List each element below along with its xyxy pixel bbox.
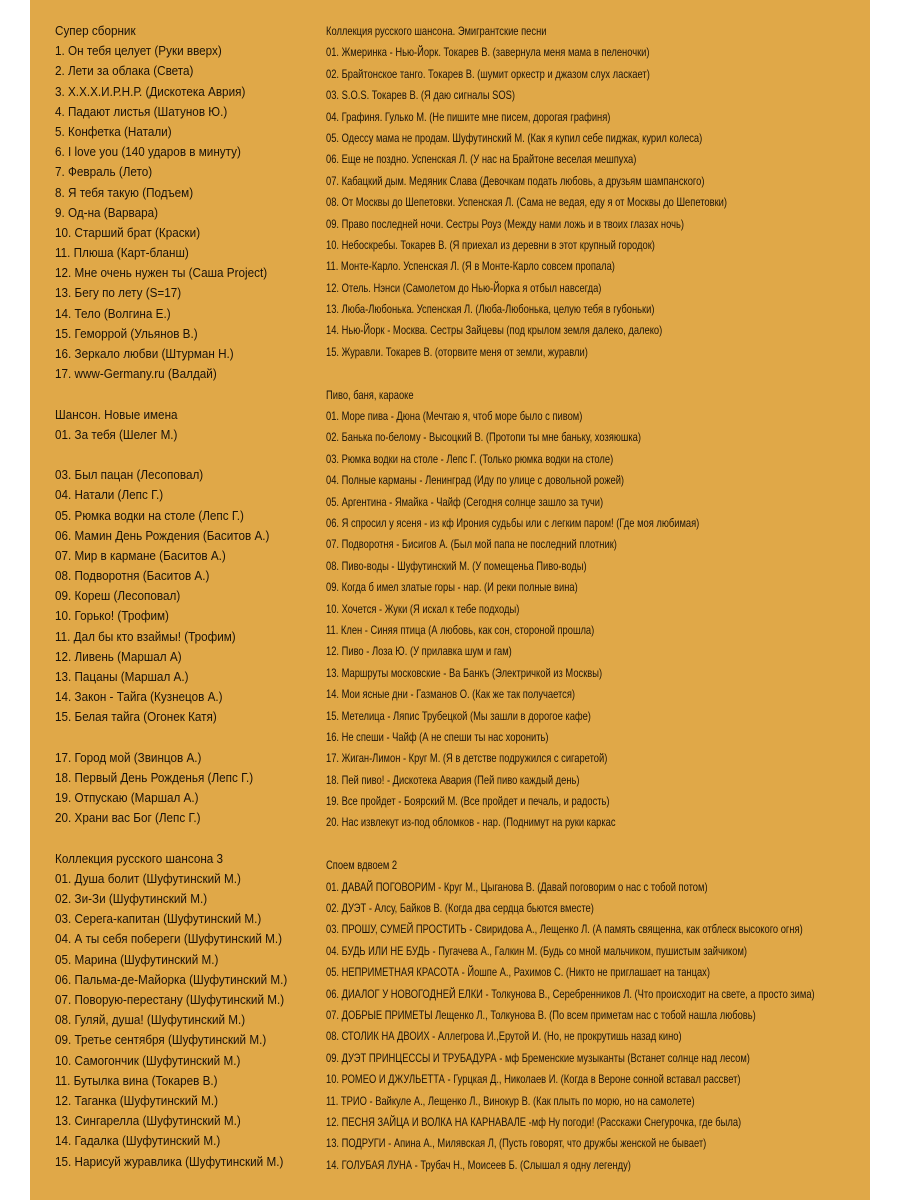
- track-item: 05. НЕПРИМЕТНАЯ КРАСОТА - Йошпе А., Рахимов С. (Никто не приглашает на танцах): [326, 965, 710, 980]
- track-item: 16. Зеркало любви (Штурман Н.): [55, 346, 234, 361]
- track-item: 2. Лети за облака (Света): [55, 63, 194, 79]
- track-item: 9. Од-на (Варвара): [55, 204, 159, 220]
- track-item: 1. Он тебя целует (Руки вверх): [55, 43, 222, 59]
- track-item: 01. ДАВАЙ ПОГОВОРИМ - Круг М., Цыганова В. (Давай поговорим о нас с тобой потом): [326, 879, 708, 894]
- track-item: 15. Метелица - Ляпис Трубецкой (Мы зашли в дорогое кафе): [326, 708, 591, 723]
- track-item: 06. Я спросил у ясеня - из кф Ирония судьбы или с легким паром! (Где моя любимая): [326, 515, 700, 530]
- section-gap: [55, 829, 320, 849]
- track-item: 19. Отпускаю (Маршал А.): [55, 790, 199, 806]
- section-gap: [326, 834, 856, 855]
- track-item: 18. Первый День Рожденья (Лепс Г.): [55, 769, 254, 785]
- track-item: 05. Марина (Шуфутинский М.): [55, 951, 219, 967]
- album-title: Супер сборник: [55, 23, 136, 38]
- track-item: 09. ДУЭТ ПРИНЦЕССЫ И ТРУБАДУРА - мф Бременские музыканты (Встанет солнце над лесом): [326, 1050, 750, 1065]
- track-item: 09. Когда б имел златые горы - нар. (И реки полные вина): [326, 580, 578, 595]
- track-item: 03. Был пацан (Лесоповал): [55, 467, 204, 483]
- album-section: [55, 405, 320, 829]
- track-item: 13. Бегу по лету (S=17): [55, 285, 182, 301]
- track-item: 04. БУДЬ ИЛИ НЕ БУДЬ - Пугачева А., Галкин М. (Будь со мной мальчиком, пушистым зайчиком): [326, 943, 748, 958]
- track-item: 16. Не спеши - Чайф (А не спеши ты нас хоронить): [326, 729, 549, 744]
- album-title: Коллекция русского шансона. Эмигрантские песни: [326, 24, 547, 38]
- track-item: 15. Геморрой (Ульянов В.): [55, 325, 198, 341]
- track-item: 07. Подворотня - Бисигов А. (Был мой папа не последний плотник): [326, 537, 617, 552]
- track-item: 09. Право последней ночи. Сестры Роуз (Между нами ложь и в твоих глазах ночь): [326, 216, 684, 231]
- track-item: 11. Плюша (Карт-бланш): [55, 245, 189, 261]
- track-item: 18. Пей пиво! - Дискотека Авария (Пей пиво каждый день): [326, 772, 580, 787]
- track-item: 02. Брайтонское танго. Токарев В. (шумит оркестр и джазом слух ласкает): [326, 66, 650, 81]
- track-item: 13. Пацаны (Маршал А.): [55, 669, 189, 684]
- track-item: 20. Нас извлекут из-под обломков - нар. (Поднимут на руки каркас: [326, 815, 616, 830]
- track-item: [55, 728, 294, 748]
- track-item: 13. Сингарелла (Шуфутинский М.): [55, 1113, 241, 1129]
- track-item: 01. Жмеринка - Нью-Йорк. Токарев В. (завернула меня мама в пеленочки): [326, 45, 650, 60]
- track-item: 15. Журавли. Токарев В. (оторвите меня от земли, журавли): [326, 344, 588, 359]
- track-item: 10. Самогончик (Шуфутинский М.): [55, 1052, 241, 1068]
- track-item: 05. Рюмка водки на столе (Лепс Г.): [55, 507, 244, 523]
- album-title: Споем вдвоем 2: [326, 858, 398, 873]
- track-item: 06. Еще не поздно. Успенская Л. (У нас на Брайтоне веселая мешпуха): [326, 152, 637, 167]
- track-item: 14. Мои ясные дни - Газманов О. (Как же так получается): [326, 687, 576, 702]
- album-section: [326, 855, 856, 1176]
- track-item: 13. ПОДРУГИ - Апина А., Милявская Л, (Пусть говорят, что дружбы женской не бывает): [326, 1136, 707, 1151]
- track-item: 04. А ты себя побереги (Шуфутинский М.): [55, 931, 283, 947]
- track-item: 11. Монте-Карло. Успенская Л. (Я в Монте-Карло совсем пропала): [326, 259, 615, 274]
- track-item: 10. Горько! (Трофим): [55, 608, 169, 624]
- track-item: 07. Поворую-перестану (Шуфутинский М.): [55, 992, 285, 1007]
- left-column: [55, 21, 320, 1172]
- track-item: 17. Жиган-Лимон - Круг М. (Я в детстве подружился с сигаретой): [326, 751, 608, 766]
- track-item: 11. Дал бы кто взаймы! (Трофим): [55, 628, 236, 644]
- track-item: 13. Люба-Любонька. Успенская Л. (Люба-Любонька, целую тебя в губоньки): [326, 302, 655, 317]
- track-item: 6. I love you (140 ударов в минуту): [55, 144, 241, 160]
- track-item: 08. Гуляй, душа! (Шуфутинский М.): [55, 1012, 246, 1028]
- track-item: 3. Х.Х.Х.И.Р.Н.Р. (Дискотека Аврия): [55, 83, 246, 99]
- track-item: 10. Небоскребы. Токарев В. (Я приехал из деревни в этот крупный городок): [326, 237, 655, 252]
- track-item: 20. Храни вас Бог (Лепс Г.): [55, 810, 201, 826]
- track-item: 07. ДОБРЫЕ ПРИМЕТЫ Лещенко Л., Толкунова В. (По всем приметам нас с тобой нашла любовь): [326, 1007, 756, 1022]
- track-item: 12. Отель. Нэнси (Самолетом до Нью-Йорка я отбыл навсегда): [326, 280, 602, 295]
- track-item: 8. Я тебя такую (Подъем): [55, 184, 194, 200]
- track-item: 01. За тебя (Шелег М.): [55, 426, 178, 442]
- right-column: [326, 21, 856, 1176]
- album-section: [326, 385, 856, 834]
- track-item: 17. www-Germany.ru (Валдай): [55, 366, 217, 382]
- track-item: 09. Третье сентября (Шуфутинский М.): [55, 1032, 267, 1048]
- track-item: [55, 445, 294, 465]
- track-item: 05. Одессу мама не продам. Шуфутинский М. (Как я купил себе пиджак, курил колеса): [326, 130, 703, 145]
- album-section: [55, 849, 320, 1172]
- track-item: 02. Банька по-белому - Высоцкий В. (Протопи ты мне баньку, хозяюшка): [326, 430, 641, 445]
- track-item: 14. Закон - Тайга (Кузнецов А.): [55, 689, 223, 705]
- track-item: 01. Море пива - Дюна (Мечтаю я, чтоб море было с пивом): [326, 409, 583, 424]
- track-item: 06. Пальма-де-Майорка (Шуфутинский М.): [55, 971, 288, 987]
- track-item: 15. Белая тайга (Огонек Катя): [55, 709, 217, 725]
- track-item: 12. Таганка (Шуфутинский М.): [55, 1092, 218, 1108]
- track-item: 08. Подворотня (Баситов А.): [55, 568, 210, 584]
- track-item: 04. Графиня. Гулько М. (Не пишите мне писем, дорогая графиня): [326, 109, 611, 124]
- track-item: 19. Все пройдет - Боярский М. (Все пройдет и печаль, и радость): [326, 794, 610, 809]
- track-item: 14. Нью-Йорк - Москва. Сестры Зайцевы (под крылом земля далеко, далеко): [326, 323, 663, 338]
- track-item: 7. Февраль (Лето): [55, 164, 153, 180]
- album-title: Пиво, баня, караоке: [326, 387, 414, 402]
- track-item: 04. Полные карманы - Ленинград (Иду по улице с довольной рожей): [326, 473, 625, 488]
- track-item: 03. ПРОШУ, СУМЕЙ ПРОСТИТЬ - Свиридова А., Лещенко Л. (А память священна, как отблеск высокого огня): [326, 922, 803, 937]
- track-item: 4. Падают листья (Шатунов Ю.): [55, 103, 228, 119]
- track-item: 12. Ливень (Маршал А): [55, 648, 182, 664]
- track-item: 06. ДИАЛОГ У НОВОГОДНЕЙ ЕЛКИ - Толкунова В., Серебренников Л. (Что происходит на свете, а просто зима): [326, 986, 815, 1001]
- album-title: Коллекция русского шансона 3: [55, 850, 224, 866]
- track-item: 11. Клен - Синяя птица (А любовь, как сон, стороной прошла): [326, 622, 595, 637]
- track-item: 08. От Москвы до Шепетовки. Успенская Л. (Сама не ведая, еду я от Москвы до Шепетовки): [326, 195, 728, 210]
- album-section: [326, 21, 856, 363]
- track-list-sheet: [30, 0, 870, 1200]
- track-item: 15. Нарисуй журавлика (Шуфутинский М.): [55, 1153, 284, 1169]
- track-item: 08. СТОЛИК НА ДВОИХ - Аллегрова И.,Ерутой И. (Но, не прокрутишь назад кино): [326, 1029, 682, 1044]
- track-item: 5. Конфетка (Натали): [55, 123, 172, 139]
- track-item: 12. Мне очень нужен ты (Саша Project): [55, 265, 268, 281]
- track-item: 14. Гадалка (Шуфутинский М.): [55, 1133, 221, 1149]
- track-item: 03. Рюмка водки на столе - Лепс Г. (Только рюмка водки на столе): [326, 451, 614, 466]
- track-item: 03. S.O.S. Токарев В. (Я даю сигналы SOS): [326, 88, 516, 103]
- track-item: 07. Мир в кармане (Баситов А.): [55, 547, 226, 563]
- track-item: 11. ТРИО - Вайкуле А., Лещенко Л., Винокур В. (Как плыть по морю, но на самолете): [326, 1093, 695, 1108]
- track-item: 02. ДУЭТ - Алсу, Байков В. (Когда два сердца бьются вместе): [326, 901, 594, 916]
- track-item: 01. Душа болит (Шуфутинский М.): [55, 870, 241, 886]
- track-item: 04. Натали (Лепс Г.): [55, 487, 164, 503]
- track-item: 14. ГОЛУБАЯ ЛУНА - Трубач Н., Моисеев Б. (Слышал я одну легенду): [326, 1157, 631, 1172]
- track-item: 10. Хочется - Жуки (Я искал к тебе подходы): [326, 601, 520, 616]
- section-gap: [55, 384, 320, 404]
- track-item: 14. Тело (Волгина Е.): [55, 305, 171, 321]
- track-item: 12. Пиво - Лоза Ю. (У прилавка шум и гам): [326, 644, 512, 659]
- track-item: 09. Кореш (Лесоповал): [55, 588, 181, 604]
- album-title: Шансон. Новые имена: [55, 406, 178, 422]
- track-item: 06. Мамин День Рождения (Баситов А.): [55, 527, 270, 543]
- track-item: 02. Зи-Зи (Шуфутинский М.): [55, 891, 208, 907]
- track-item: 11. Бутылка вина (Токарев В.): [55, 1072, 218, 1088]
- track-item: 13. Маршруты московские - Ва Банкъ (Электричкой из Москвы): [326, 665, 603, 680]
- track-item: 03. Серега-капитан (Шуфутинский М.): [55, 911, 262, 927]
- album-section: [55, 21, 320, 384]
- track-item: 10. Старший брат (Краски): [55, 224, 201, 240]
- track-item: 07. Кабацкий дым. Медяник Слава (Девочкам подать любовь, а друзьям шампанского): [326, 173, 705, 188]
- section-gap: [326, 363, 856, 384]
- track-item: 10. РОМЕО И ДЖУЛЬЕТТА - Гурцкая Д., Николаев И. (Когда в Вероне сонной вставал рассвет): [326, 1072, 741, 1087]
- track-item: 17. Город мой (Звинцов А.): [55, 749, 202, 765]
- track-item: 12. ПЕСНЯ ЗАЙЦА И ВОЛКА НА КАРНАВАЛЕ -мф Ну погоди! (Расскажи Снегурочка, где была): [326, 1114, 742, 1129]
- track-item: 05. Аргентина - Ямайка - Чайф (Сегодня солнце зашло за тучи): [326, 494, 604, 509]
- track-item: 08. Пиво-воды - Шуфутинский М. (У помещеньа Пиво-воды): [326, 558, 587, 573]
